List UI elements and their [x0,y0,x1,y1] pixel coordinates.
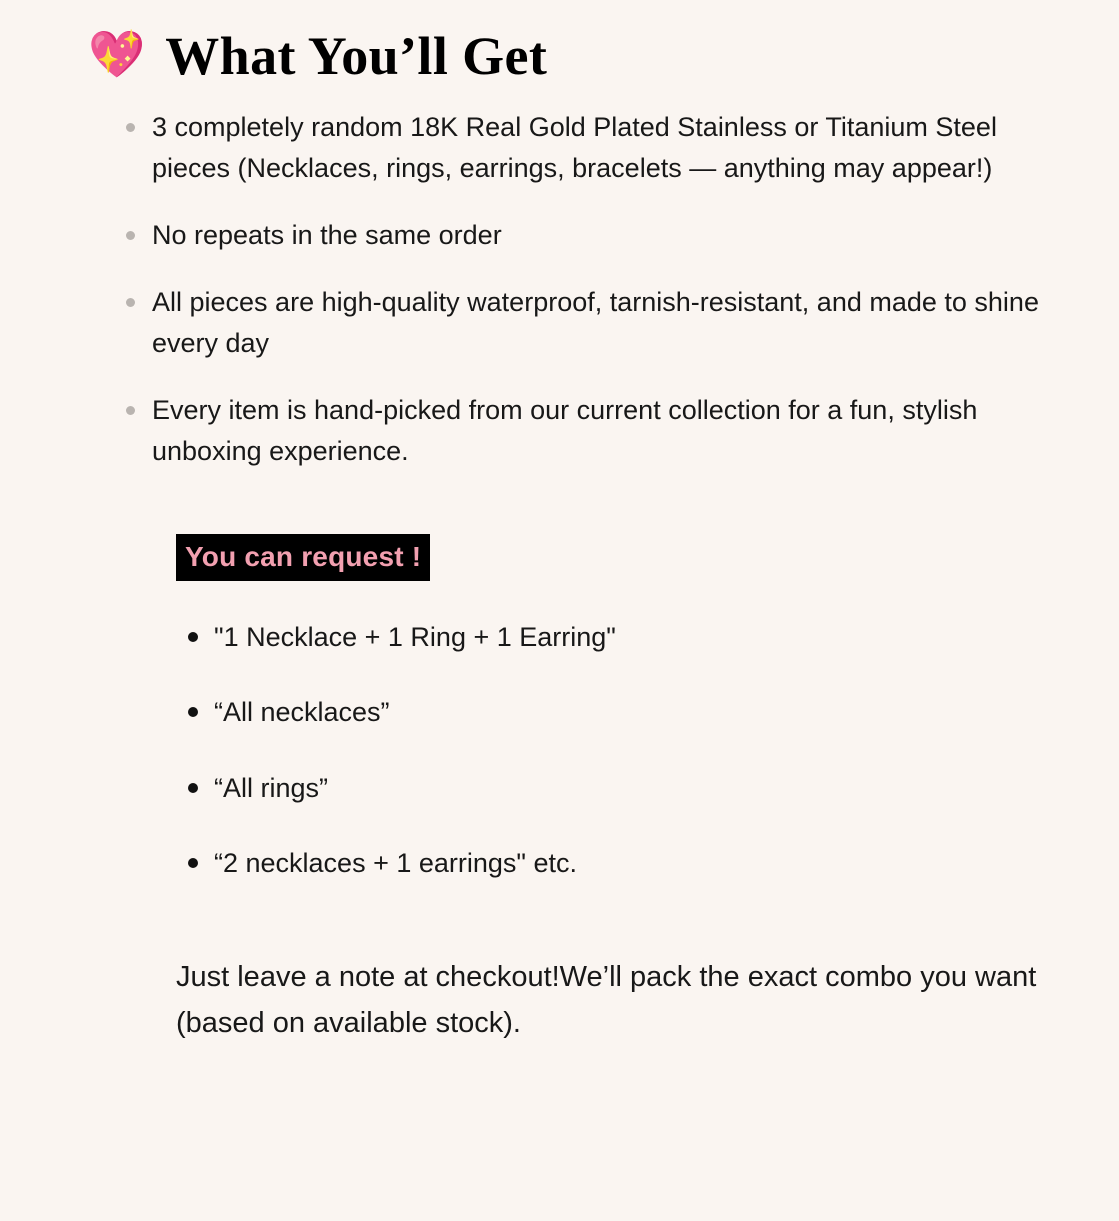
request-heading: You can request ! [176,534,430,581]
list-item: All pieces are high-quality waterproof, tarnish-resistant, and made to shine every day [126,282,1064,364]
closing-paragraph: Just leave a note at checkout!We’ll pack the exact combo you want (based on available stock). [176,960,1037,1040]
list-item: "1 Necklace + 1 Ring + 1 Earring" [188,617,1064,658]
list-item: Every item is hand-picked from our current collection for a fun, stylish unboxing experience. [126,390,1064,472]
features-list [88,107,1064,472]
page-title [88,28,1064,85]
list-item: “All rings” [188,768,1064,809]
list-item: 3 completely random 18K Real Gold Plated Stainless or Titanium Steel pieces (Necklaces, rings, earrings, bracelets — anything may appear!) [126,107,1064,189]
list-item: “2 necklaces + 1 earrings" etc. [188,843,1064,884]
request-section [88,534,1064,581]
page-title-text: What You’ll Get [165,26,548,86]
sparkling-heart-emoji: 💖 [88,28,146,81]
list-item: No repeats in the same order [126,215,1064,256]
request-options-list [88,617,1064,884]
list-item: “All necklaces” [188,692,1064,733]
